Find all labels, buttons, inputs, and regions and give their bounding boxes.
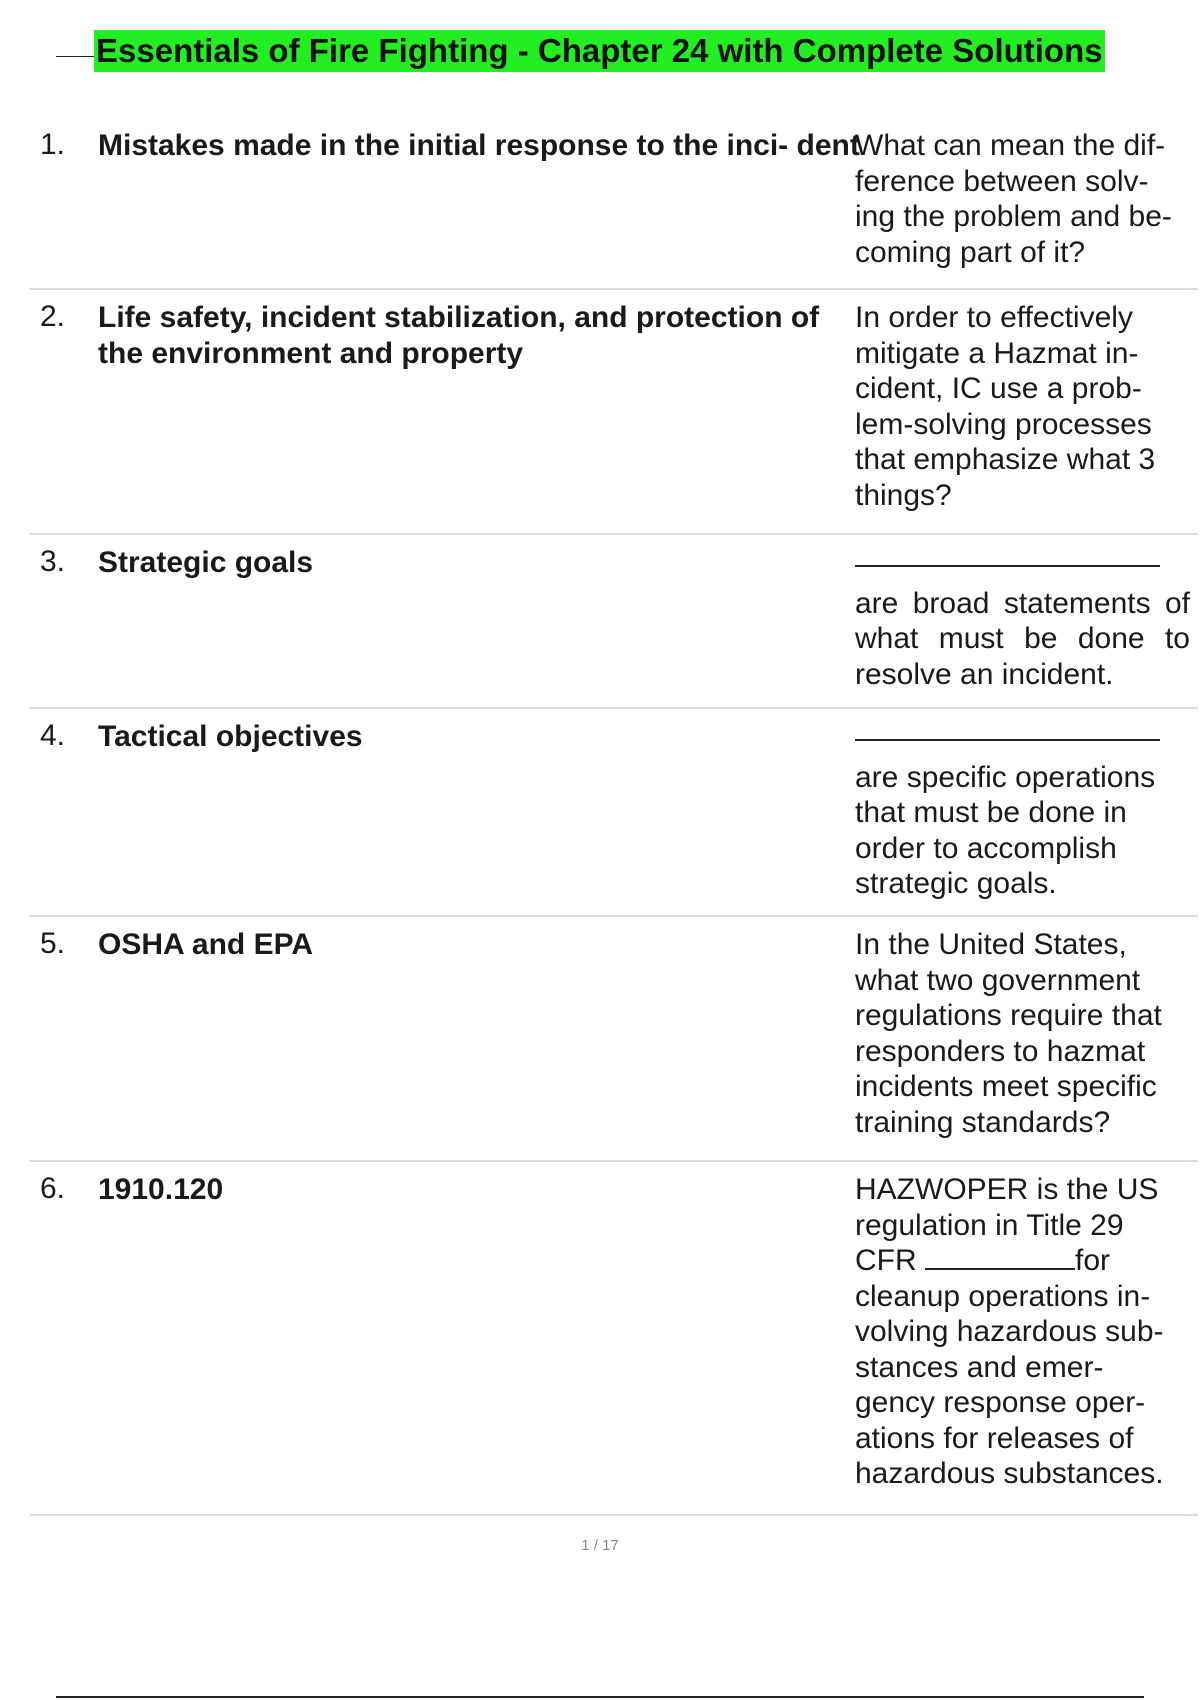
item-term: 1910.120: [98, 1173, 224, 1206]
list-item: [30, 709, 1198, 917]
item-term: Tactical objectives: [98, 720, 363, 753]
item-number: 1.: [40, 128, 66, 161]
list-item: [30, 118, 1198, 290]
item-definition: In the United States, what two government regulations require that responders to hazmat incidents meet specific training standards?: [855, 928, 1162, 1139]
item-definition: What can mean the dif- ference between solv- ing the problem and be- coming part of it?: [855, 129, 1172, 269]
list-item: [30, 1162, 1198, 1516]
list-item: [30, 535, 1198, 709]
item-number: 6.: [40, 1172, 66, 1205]
item-definition-block: [855, 723, 1190, 902]
list-item: [30, 917, 1198, 1162]
item-number: 3.: [40, 545, 66, 578]
item-number: 5.: [40, 927, 66, 960]
item-definition: are specific operations that must be done in order to accomplish strategic goals.: [855, 760, 1156, 900]
fill-in-blank: [925, 1246, 1075, 1270]
item-number: 4.: [40, 719, 66, 752]
item-definition-block: [855, 1172, 1190, 1492]
document-title-block: [56, 30, 1144, 74]
title-underline: [56, 56, 96, 57]
page-indicator: 1 / 17: [581, 1537, 619, 1554]
flashcard-list: [30, 118, 1198, 1516]
item-definition-block: [855, 549, 1190, 692]
list-item: [30, 290, 1198, 535]
item-definition-before: HAZWOPER is the US regulation in Title 29 CFR: [855, 1173, 1159, 1277]
page-bottom-rule: [56, 1696, 1144, 1698]
fill-in-blank: [855, 723, 1160, 741]
item-definition: In order to effectively mitigate a Hazmat in- cident, IC use a prob- lem-solving processes that emphasize what 3 things?: [855, 301, 1156, 512]
document-title: Essentials of Fire Fighting - Chapter 24 with Complete Solutions: [94, 30, 1105, 72]
item-term: Life safety, incident stabilization, and protection of the environment and property: [98, 301, 820, 370]
fill-in-blank: [855, 549, 1160, 567]
item-term: OSHA and EPA: [98, 928, 314, 961]
item-definition: are broad statements of what must be done to resolve an incident.: [855, 586, 1190, 691]
item-term: Mistakes made in the initial response to the inci- dent: [98, 129, 860, 162]
item-definition-after: for cleanup operations in- volving hazardous sub- stances and emer- gency response oper- ations for releases of hazardous substances.: [855, 1244, 1164, 1490]
item-term: Strategic goals: [98, 546, 314, 579]
item-number: 2.: [40, 300, 66, 333]
